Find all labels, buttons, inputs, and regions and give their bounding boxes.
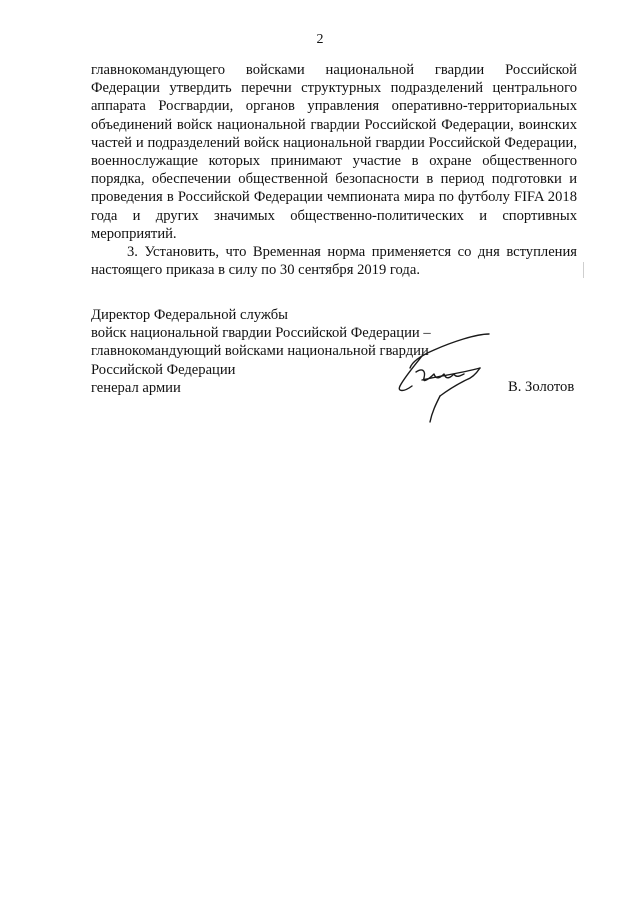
- document-body: [91, 61, 577, 279]
- signatory-title-line-4: Российской Федерации: [91, 361, 236, 378]
- paragraph-item-3: 3. Установить, что Временная норма применяется со дня вступления настоящего приказа в силу по 30 сентября 2019 года.: [91, 244, 577, 279]
- scan-artifact: [583, 262, 584, 278]
- signatory-title-line-3: главнокомандующий войсками национальной гвардии: [91, 343, 429, 360]
- signature-block: [91, 306, 577, 397]
- signatory-rank: генерал армии: [91, 379, 181, 396]
- page-number: 2: [316, 32, 324, 47]
- handwritten-signature: [392, 328, 496, 426]
- signatory-title-line-2: войск национальной гвардии Российской Федерации –: [91, 325, 431, 342]
- signer-name: В. Золотов: [508, 379, 575, 395]
- signatory-title-line-1: Директор Федеральной службы: [91, 307, 288, 323]
- paragraph-continuation: главнокомандующего войсками национальной гвардии Российской Федерации утвердить перечни структурных подразделений центрального аппарата Росгвардии, органов управления оперативно-территориальных объединений войск национальной гвардии Российской Федерации, воинских частей и подразделений войск национальной гвардии Российской Федерации, военнослужащие которых принимают участие в охране общественного порядка, обеспечении общественной безопасности в период подготовки и проведения в Российской Федерации чемпионата мира по футболу FIFA 2018 года и других значимых общественно-политических и спортивных мероприятий.: [91, 62, 577, 242]
